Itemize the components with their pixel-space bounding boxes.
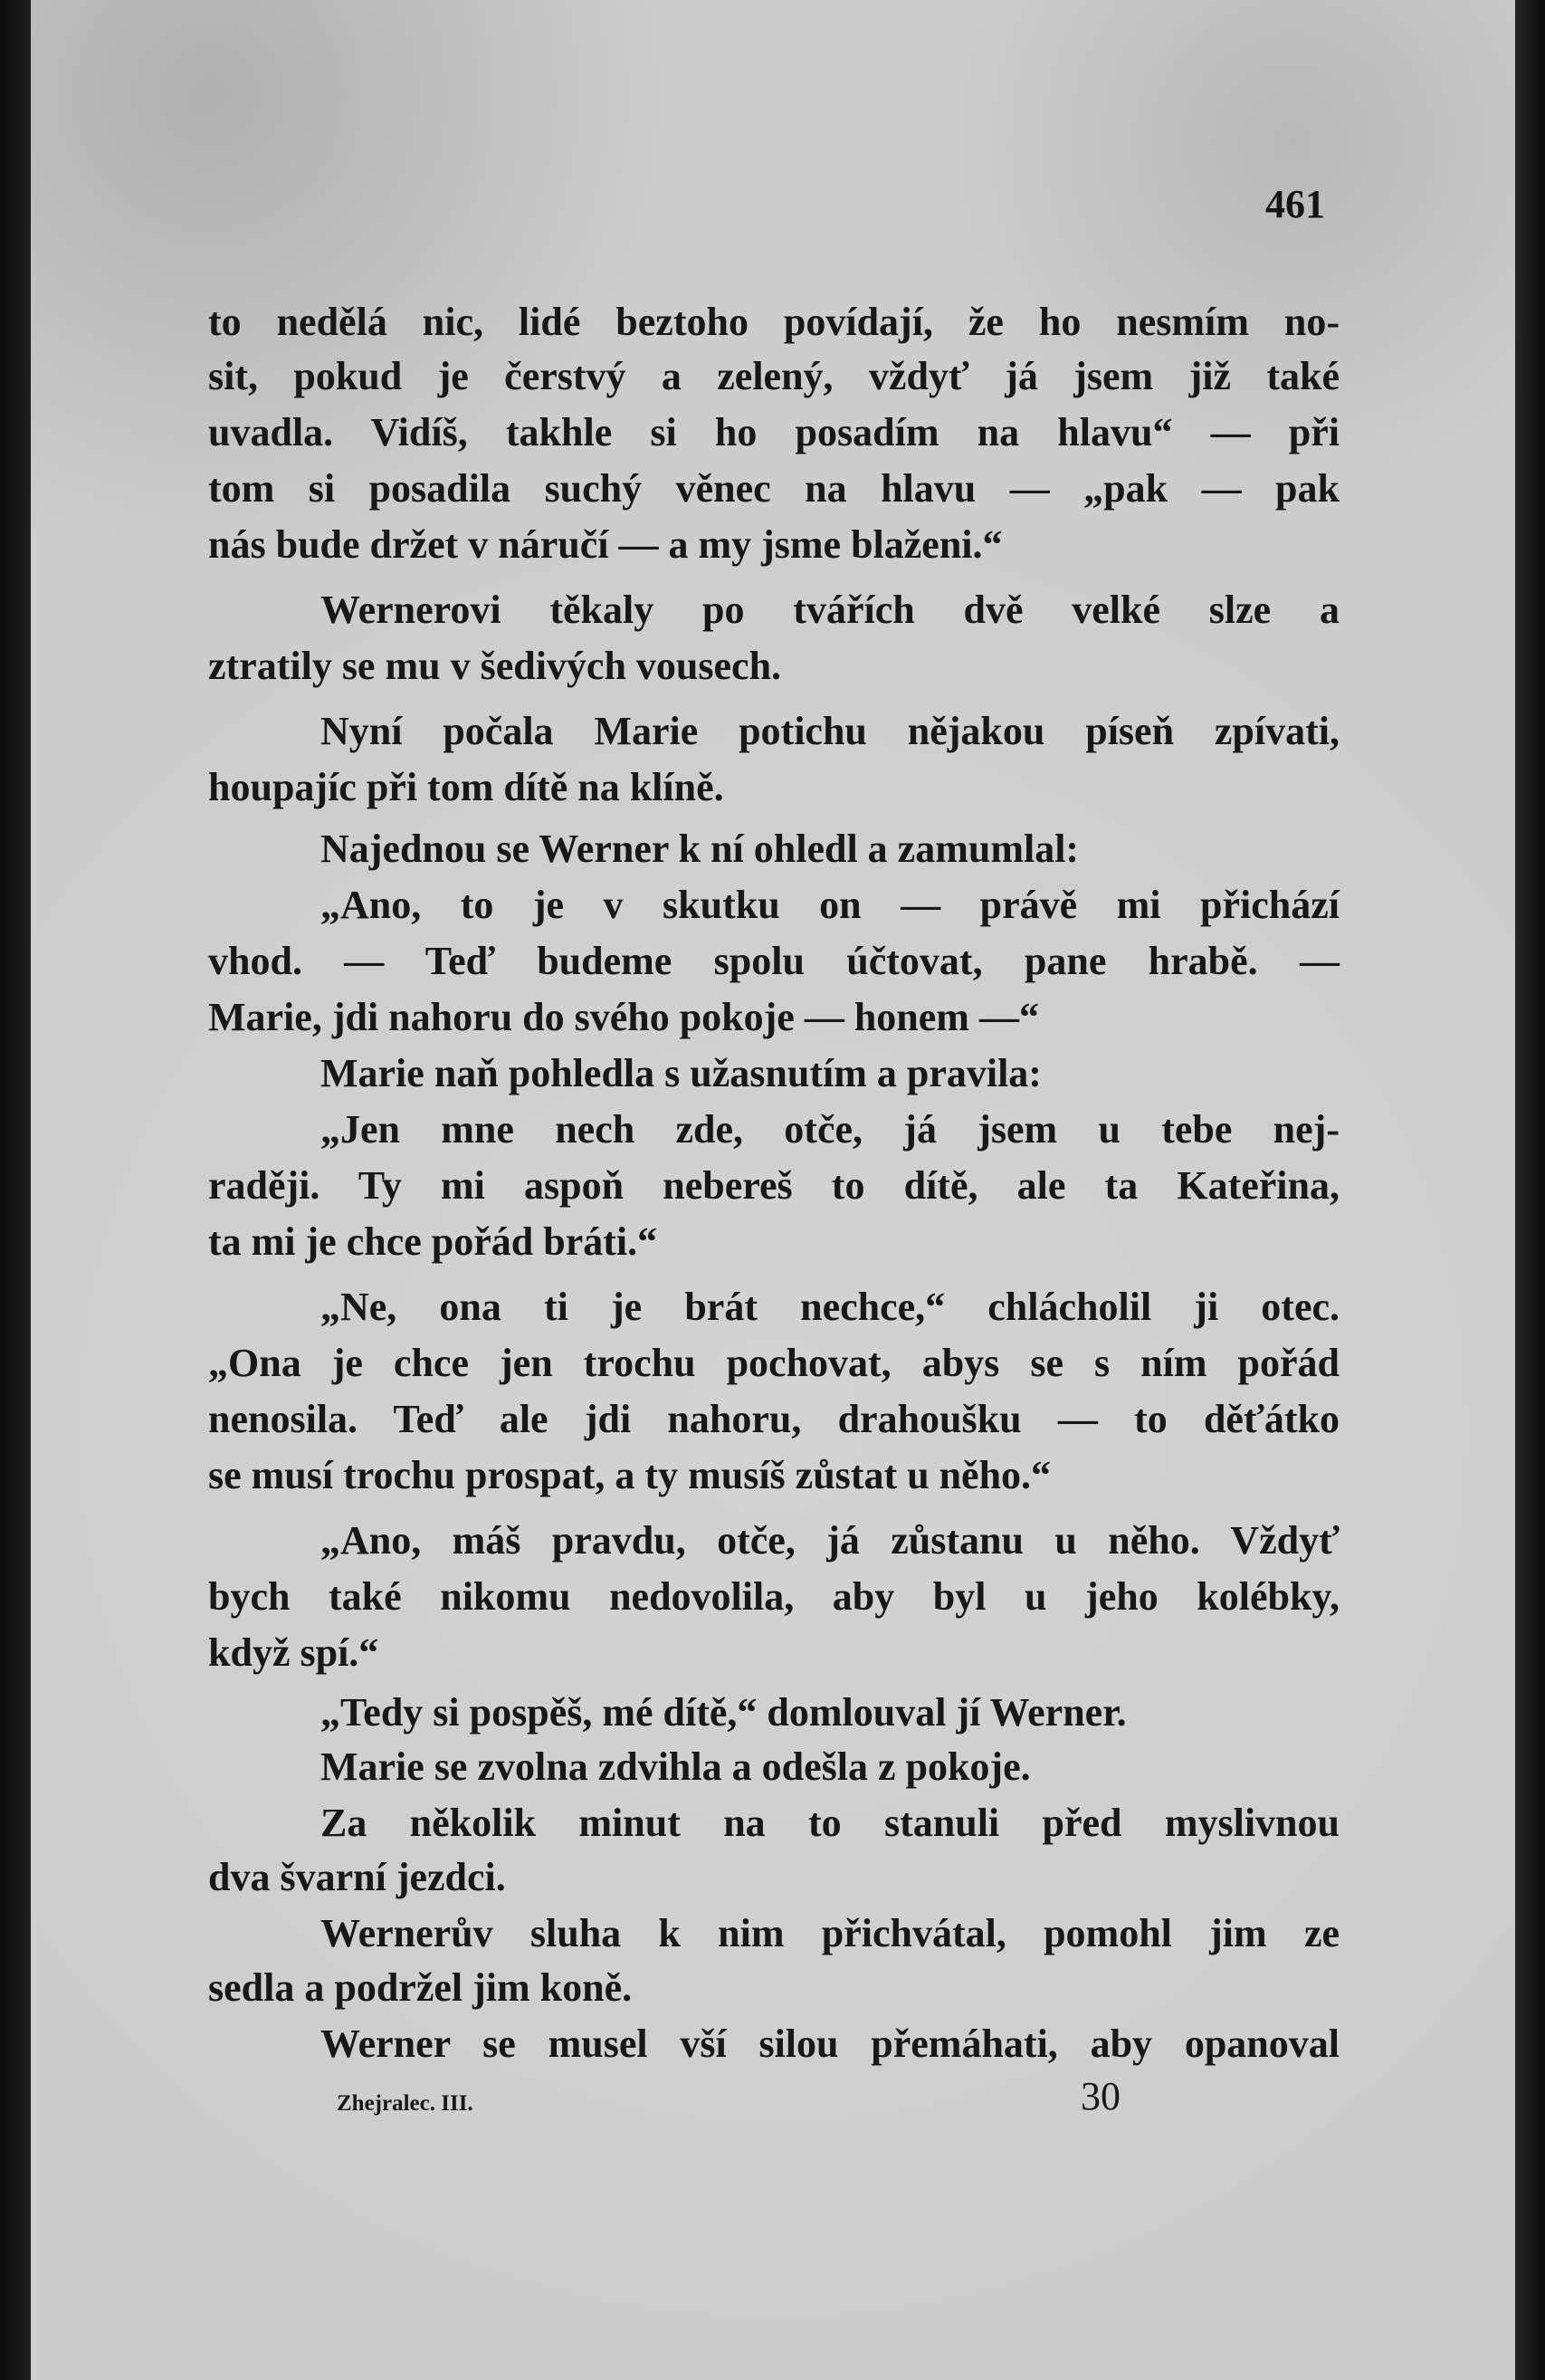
text-line: „Ona je chce jen trochu pochovat, abys se s ním pořád xyxy=(208,1341,1340,1385)
text-line: sedla a podržel jim koně. xyxy=(208,1965,633,2010)
text-line: raději. Ty mi aspoň nebereš to dítě, ale ta Kateřina, xyxy=(208,1163,1340,1208)
text-line: Za několik minut na to stanuli před myslivnou xyxy=(320,1801,1340,1845)
text-line: ta mi je chce pořád bráti.“ xyxy=(208,1219,658,1264)
text-line: když spí.“ xyxy=(208,1630,379,1675)
text-line: tom si posadila suchý věnec na hlavu — „pak — pak xyxy=(208,466,1340,511)
text-line: nenosila. Teď ale jdi nahoru, drahoušku — to děťátko xyxy=(208,1397,1340,1441)
text-line: to nedělá nic, lidé beztoho povídají, že ho nesmím no- xyxy=(208,300,1340,344)
text-line: nás bude držet v náručí — a my jsme blaženi.“ xyxy=(208,522,1003,567)
text-line: „Ano, máš pravdu, otče, já zůstanu u něho. Vždyť xyxy=(320,1518,1340,1563)
text-line: Najednou se Werner k ní ohledl a zamumlal: xyxy=(320,827,1080,871)
text-line: sit, pokud je čerstvý a zelený, vždyť já jsem již také xyxy=(208,354,1340,398)
scan-edge-right xyxy=(1515,0,1545,2380)
book-page xyxy=(31,0,1515,2380)
text-line: „Tedy si pospěš, mé dítě,“ domlouval jí Werner. xyxy=(320,1690,1127,1735)
text-line: vhod. — Teď budeme spolu účtovat, pane hrabě. — xyxy=(208,939,1340,983)
text-line: ztratily se mu v šedivých vousech. xyxy=(208,644,782,688)
text-line: Marie se zvolna zdvihla a odešla z pokoje. xyxy=(320,1744,1031,1789)
text-line: Marie naň pohledla s užasnutím a pravila: xyxy=(320,1051,1042,1095)
text-line: uvadla. Vidíš, takhle si ho posadím na hlavu“ — při xyxy=(208,410,1340,454)
text-line: houpajíc při tom dítě na klíně. xyxy=(208,765,724,809)
text-line: Wernerovi těkaly po tvářích dvě velké slze a xyxy=(320,588,1340,632)
scan-edge-left xyxy=(0,0,31,2380)
text-line: „Ano, to je v skutku on — právě mi přichází xyxy=(320,883,1340,927)
text-line: Nyní počala Marie potichu nějakou píseň zpívati, xyxy=(320,709,1340,753)
text-line: se musí trochu prospat, a ty musíš zůstat u něho.“ xyxy=(208,1453,1052,1497)
text-line: „Ne, ona ti je brát nechce,“ chlácholil ji otec. xyxy=(320,1285,1340,1329)
text-line: Werner se musel vší silou přemáhati, aby opanoval xyxy=(320,2022,1340,2066)
text-line: bych také nikomu nedovolila, aby byl u jeho kolébky, xyxy=(208,1574,1340,1619)
text-line: dva švarní jezdci. xyxy=(208,1855,506,1899)
footer-signature: Zhejralec. III. xyxy=(337,2091,473,2116)
text-line: „Jen mne nech zde, otče, já jsem u tebe nej- xyxy=(320,1107,1340,1152)
text-line: Marie, jdi nahoru do svého pokoje — honem —“ xyxy=(208,995,1039,1039)
footer-sheet-number: 30 xyxy=(1081,2074,1121,2118)
page-number: 461 xyxy=(1265,182,1325,226)
text-line: Wernerův sluha k nim přichvátal, pomohl jim ze xyxy=(320,1911,1340,1955)
